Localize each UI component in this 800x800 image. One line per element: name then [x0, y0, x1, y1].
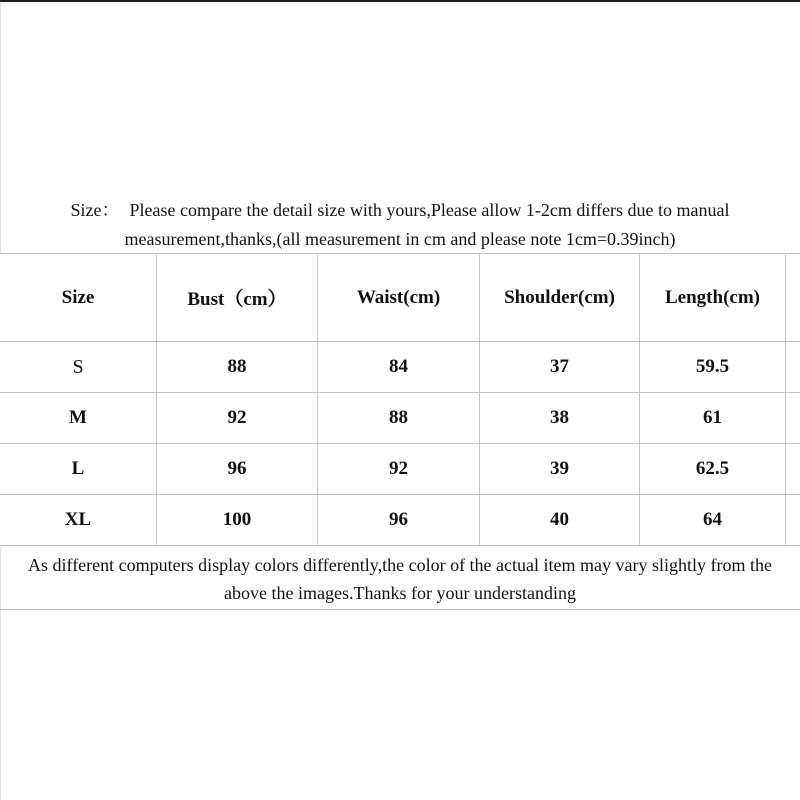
size-table-cell-bust-l: 96 — [157, 444, 318, 495]
color-disclaimer-line1: As different computers display colors differently,the color of the actual item may vary slightly from the — [28, 555, 772, 575]
size-table-cell-shoulder-m: 38 — [480, 393, 640, 444]
size-table-header-waist: Waist(cm) — [318, 254, 480, 342]
size-note — [0, 196, 800, 254]
top-edge-line — [0, 0, 800, 2]
size-table-cell-length-m: 61 — [640, 393, 786, 444]
size-table — [0, 253, 800, 546]
size-table-spacer — [786, 342, 800, 393]
size-table-header-spacer — [786, 254, 800, 342]
size-table-cell-length-xl: 64 — [640, 495, 786, 546]
size-note-label: Size： — [70, 200, 120, 220]
size-table-cell-size-m: M — [0, 393, 157, 444]
size-table-spacer — [786, 444, 800, 495]
size-table-header-shoulder: Shoulder(cm) — [480, 254, 640, 342]
color-disclaimer — [0, 546, 800, 610]
size-note-text: Please compare the detail size with yours,Please allow 1-2cm differs due to manual — [129, 200, 730, 220]
size-table-cell-length-l: 62.5 — [640, 444, 786, 495]
size-table-cell-bust-m: 92 — [157, 393, 318, 444]
size-table-cell-waist-xl: 96 — [318, 495, 480, 546]
size-table-cell-shoulder-xl: 40 — [480, 495, 640, 546]
size-table-spacer — [786, 393, 800, 444]
size-table-header-length: Length(cm) — [640, 254, 786, 342]
size-table-cell-waist-l: 92 — [318, 444, 480, 495]
size-table-cell-size-xl: XL — [0, 495, 157, 546]
size-table-header-size: Size — [0, 254, 157, 342]
size-table-cell-bust-s: 88 — [157, 342, 318, 393]
size-table-cell-size-s: S — [0, 342, 157, 393]
size-table-spacer — [786, 495, 800, 546]
size-table-cell-waist-m: 88 — [318, 393, 480, 444]
size-note-line1 — [0, 196, 800, 225]
size-table-cell-bust-xl: 100 — [157, 495, 318, 546]
size-table-cell-size-l: L — [0, 444, 157, 495]
color-disclaimer-line2: above the images.Thanks for your understanding — [224, 583, 576, 603]
size-table-cell-waist-s: 84 — [318, 342, 480, 393]
size-note-line2: measurement,thanks,(all measurement in cm and please note 1cm=0.39inch) — [124, 229, 676, 249]
size-table-header-bust: Bust（cm） — [157, 254, 318, 342]
size-table-cell-shoulder-s: 37 — [480, 342, 640, 393]
size-table-cell-shoulder-l: 39 — [480, 444, 640, 495]
size-table-cell-length-s: 59.5 — [640, 342, 786, 393]
